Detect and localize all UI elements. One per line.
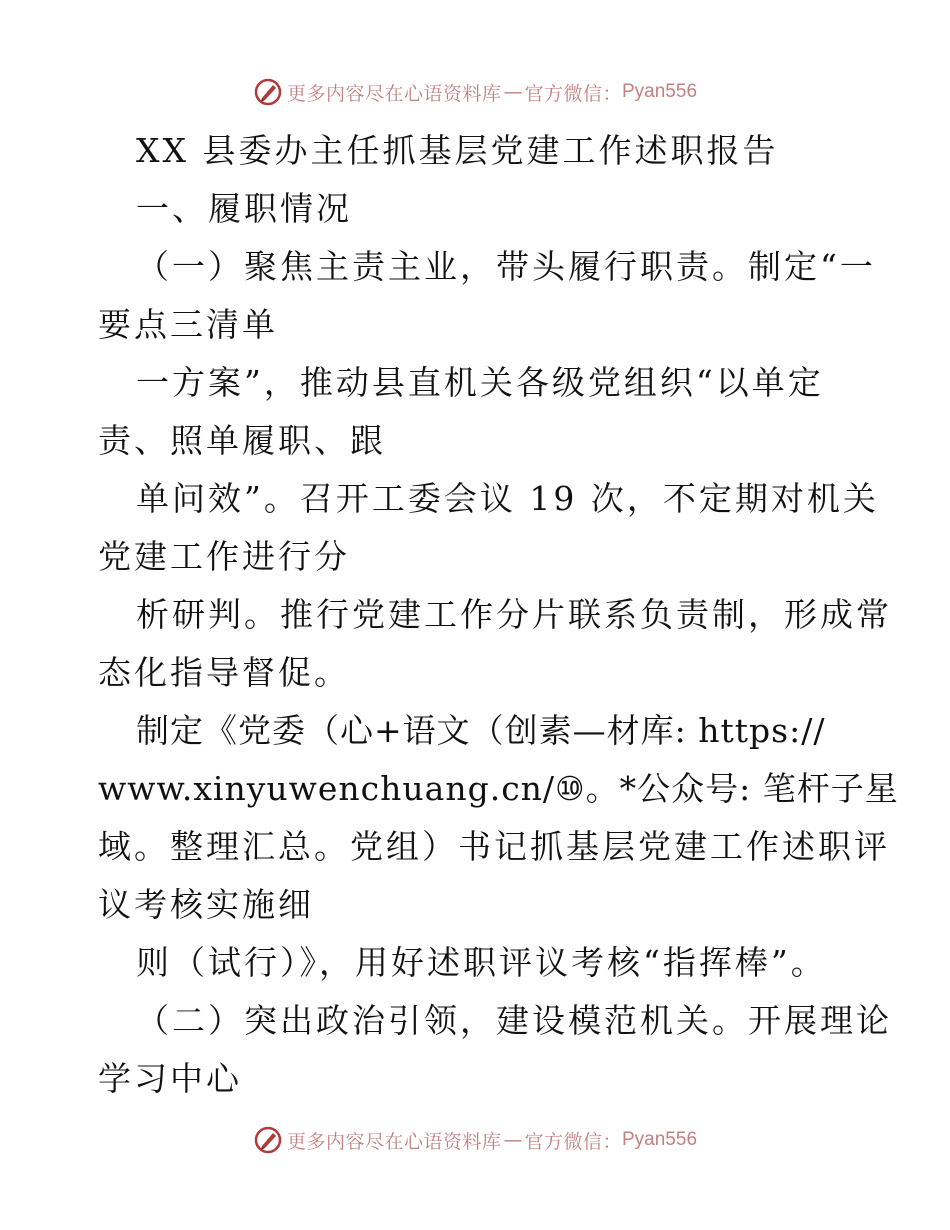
watermark-text: 更多内容尽在心语资料库 (286, 82, 502, 105)
watermark-account-id: Pyan556 (622, 81, 698, 102)
paragraph-line: （一）聚焦主责主业，带头履行职责。制定“一 (136, 247, 876, 286)
paragraph-line: 要点三清单 (98, 305, 278, 344)
header-watermark (0, 72, 950, 112)
paragraph-line: 析研判。推行党建工作分片联系负责制，形成常 (136, 595, 892, 634)
watermark-account-label: 官方微信： (524, 82, 622, 105)
paragraph-line: 党建工作进行分 (98, 537, 350, 576)
watermark-separator: — (503, 1129, 523, 1151)
watermark-text: 更多内容尽在心语资料库 (286, 1130, 502, 1153)
pen-logo-icon (253, 77, 283, 107)
paragraph-line: 议考核实施细 (98, 885, 314, 924)
pen-logo-icon (253, 1125, 283, 1155)
footer-watermark (0, 1120, 950, 1160)
watermark-separator: — (503, 81, 523, 103)
paragraph-line: 制定《党委（心+语文（创素—材库: https:// (136, 711, 826, 750)
paragraph-line: 则（试行）》，用好述职评议考核“指挥棒”。 (136, 943, 827, 982)
paragraph-line: 域。整理汇总。党组）书记抓基层党建工作述职评 (98, 827, 890, 866)
paragraph-line: 单问效”。召开工委会议 19 次，不定期对机关 (136, 479, 879, 518)
paragraph-line: （二）突出政治引领，建设模范机关。开展理论 (136, 1001, 892, 1040)
paragraph-line: 一方案”，推动县直机关各级党组织“以单定 (136, 363, 824, 402)
paragraph-line: 态化指导督促。 (98, 653, 350, 692)
document-title: XX 县委办主任抓基层党建工作述职报告 (136, 131, 779, 170)
section-heading: 一、履职情况 (136, 189, 352, 228)
watermark-account-id: Pyan556 (622, 1129, 698, 1150)
paragraph-line: 责、照单履职、跟 (98, 421, 386, 460)
paragraph-line: www.xinyuwenchuang.cn/⑩。*公众号: 笔杆子星 (98, 769, 899, 808)
paragraph-line: 学习中心 (98, 1059, 242, 1098)
watermark-account-label: 官方微信： (524, 1130, 622, 1153)
document-body (98, 122, 899, 1108)
